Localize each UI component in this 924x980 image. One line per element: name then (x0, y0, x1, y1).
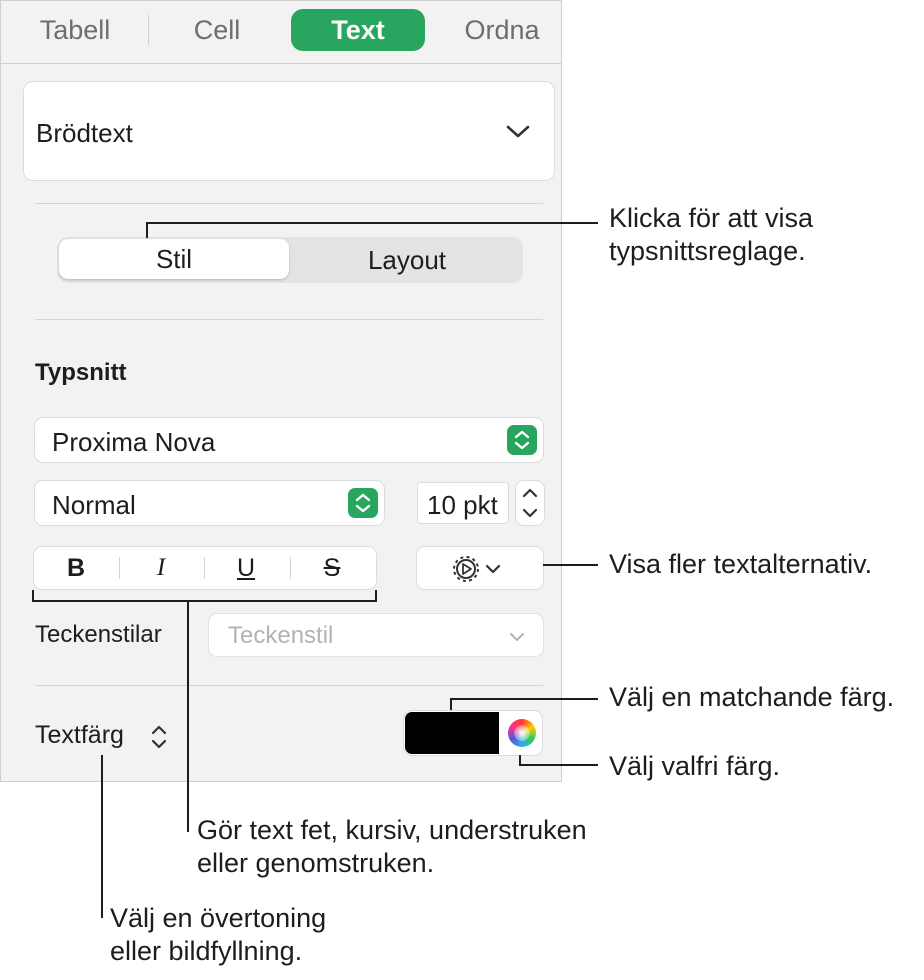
annotation-gradient: Välj en övertoning eller bildfyllning. (110, 903, 327, 966)
font-section-title: Typsnitt (35, 359, 127, 386)
format-sidebar (0, 0, 562, 782)
up-down-arrows-icon (348, 488, 378, 518)
callout-line (101, 755, 103, 918)
bracket-line (32, 600, 377, 602)
strikethrough-button[interactable]: S (323, 554, 341, 582)
up-down-chevron-icon[interactable] (147, 723, 171, 751)
annotation-style-controls: Klicka för att visa typsnittsreglage. (609, 203, 814, 266)
tab-bar-divider (1, 63, 561, 64)
character-styles-label: Teckenstilar (35, 621, 162, 648)
annotation-formatting: Gör text fet, kursiv, understruken eller genomstruken. (197, 815, 587, 878)
color-swatch[interactable] (405, 712, 499, 754)
bold-button[interactable]: B (66, 554, 86, 582)
paragraph-style-popup[interactable] (23, 81, 555, 181)
font-size-field[interactable] (417, 482, 509, 524)
character-style-popup[interactable] (208, 613, 544, 657)
chevron-down-icon (508, 631, 526, 643)
callout-line (519, 764, 598, 766)
tab-bar (1, 1, 561, 63)
gear-chevron-icon (451, 555, 511, 583)
up-down-arrows-icon (507, 425, 537, 455)
typeface-popup[interactable] (34, 480, 385, 526)
annotation-more-options: Visa fler textalternativ. (609, 549, 873, 579)
callout-line (187, 600, 189, 832)
callout-line (543, 564, 598, 566)
typeface-value: Normal (52, 490, 136, 520)
color-wheel-icon[interactable] (508, 719, 536, 747)
advanced-options-button[interactable] (416, 546, 544, 590)
chevron-down-icon (505, 124, 531, 140)
text-color-label[interactable]: Textfärg (35, 721, 124, 749)
annotation-any-color: Välj valfri färg. (609, 751, 781, 781)
section-divider (35, 203, 543, 204)
color-well-group (403, 710, 543, 756)
font-size-value: 10 pkt (427, 490, 498, 520)
segment-layout[interactable]: Layout (367, 245, 447, 275)
callout-line (146, 222, 598, 224)
section-divider (35, 685, 543, 686)
bracket-line (375, 590, 377, 602)
segment-stil[interactable]: Stil (59, 239, 289, 279)
tab-tabell[interactable]: Tabell (39, 15, 111, 45)
callout-line (450, 698, 598, 700)
character-style-placeholder: Teckenstil (228, 622, 334, 649)
callout-line (146, 222, 148, 238)
paragraph-style-value: Brödtext (36, 118, 133, 148)
annotation-matching-color: Välj en matchande färg. (609, 682, 895, 712)
section-divider (35, 319, 543, 320)
style-layout-segmented-control (57, 237, 523, 283)
underline-button[interactable]: U (236, 554, 256, 582)
tab-cell[interactable]: Cell (193, 15, 241, 45)
tab-divider (148, 15, 149, 45)
tab-ordna[interactable]: Ordna (464, 15, 540, 45)
tab-text[interactable]: Text (291, 9, 425, 51)
font-size-stepper[interactable] (515, 480, 545, 526)
stepper-arrows-icon (516, 481, 544, 525)
italic-button[interactable]: I (156, 554, 166, 581)
font-family-popup[interactable] (34, 417, 544, 463)
font-family-value: Proxima Nova (52, 427, 216, 457)
